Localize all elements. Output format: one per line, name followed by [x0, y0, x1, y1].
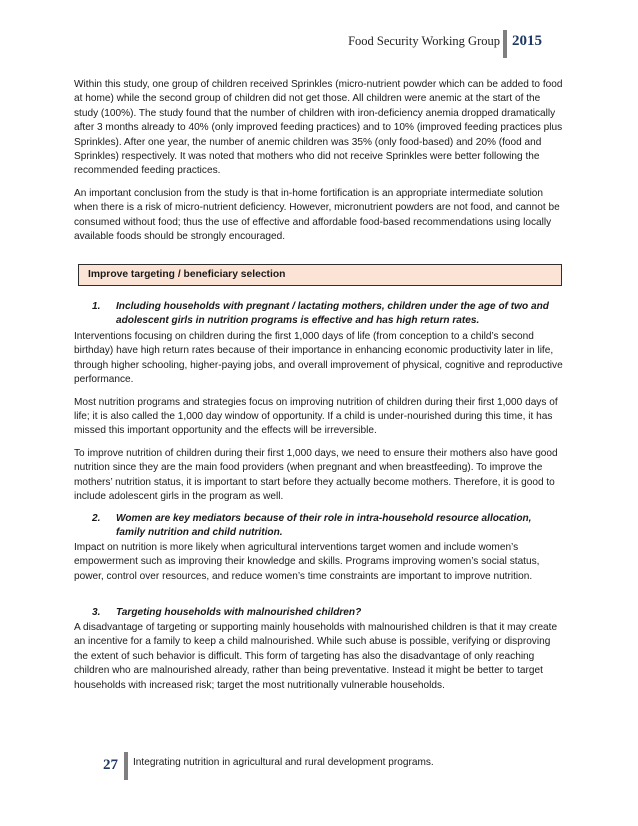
item-1-body — [74, 330, 564, 512]
item-1-heading-text: Including households with pregnant / lactating mothers, children under the age of two and adolescent girls in nutrition programs is effective and has high return rates. — [116, 301, 549, 327]
item-2-paragraph: Impact on nutrition is more likely when agricultural interventions target women and include women’s empowerment such as improving their knowledge and skills. Programs improving women’s social status, power, control over resources, and reduce women’s time constraints are important to improve nutrition. — [74, 542, 540, 582]
item-3-number: 3. — [92, 607, 101, 618]
item-1-paragraph: Interventions focusing on children during the first 1,000 days of life (from conception to a child’s second birthday) have high return rates because of their importance in enhancing economic productivity later in life, through higher schooling, higher-paying jobs, and overall improvement of physical, cognitive and reproductive performance. — [74, 331, 563, 386]
item-2-body — [74, 541, 564, 592]
header-year: 2015 — [512, 33, 542, 49]
section-heading: Improve targeting / beneficiary selection — [88, 269, 286, 280]
section-heading-box — [78, 264, 562, 286]
item-1-paragraph: To improve nutrition of children during their first 1,000 days, we need to ensure their mothers also have good nutrition since they are the main food providers (when pregnant and when breastfeeding). To improve the mothers’ nutrition status, it is important to start before they actually become mothers. Therefore, it is good to include adolescent girls in the program as well. — [74, 447, 558, 503]
item-3-heading — [92, 606, 558, 620]
item-2-heading — [92, 512, 558, 541]
item-2-number: 2. — [92, 513, 101, 524]
item-3-heading-text: Targeting households with malnourished children? — [116, 607, 362, 618]
item-1-heading — [92, 300, 558, 329]
item-3-body — [74, 621, 564, 701]
footer-divider — [124, 752, 128, 780]
intro-paragraph-1: Within this study, one group of children received Sprinkles (micro-nutrient powder which can be added to food at home) while the second group of children did not get those. All children were anemic at the start of the study (100%). The study found that the number of children with iron-deficiency anemia dropped dramatically after 3 months already to 40% (only improved feeding practices) and to 10% (improved feeding practices plus Sprinkles). After one year, the number of anemic children was 35% (only food-based) and 20% (food and Sprinkles) respectively. It was noted that mothers who did not receive Sprinkles were better following the recommended feeding practices. — [74, 79, 563, 177]
footer-page-number: 27 — [103, 757, 118, 773]
intro-paragraph-2: An important conclusion from the study is that in-home fortification is an appropriate intermediate solution when there is a risk of micro-nutrient deficiency. However, micronutrient powders are not food, and cannot be consumed without food; thus the use of effective and affordable food-based recommendations using locally available foods should be strongly encouraged. — [74, 187, 560, 243]
item-1-paragraph: Most nutrition programs and strategies focus on improving nutrition of children during their first 1,000 days of life; it is also called the 1,000 day window of opportunity. If a child is under-nourished during this time, it has missed this important opportunity and the effects will be irreversible. — [74, 396, 558, 437]
intro-section — [74, 78, 564, 252]
footer-text: Integrating nutrition in agricultural and rural development programs. — [133, 757, 434, 768]
header-divider — [503, 30, 507, 58]
item-1-number: 1. — [92, 301, 101, 312]
item-3-paragraph: A disadvantage of targeting or supporting mainly households with malnourished children is that it may create an incentive for a family to keep a child malnourished. While such abuse is possible, verifying or disproving the extent of such behavior is difficult. This form of targeting has also the disadvantage of only reaching children who are malnourished already, rather than being preventative. Instead it might be better to target households with increased risk; target the most nutritionally vulnerable households. — [74, 622, 558, 691]
item-2-heading-text: Women are key mediators because of their role in intra-household resource allocation, family nutrition and child nutrition. — [116, 513, 532, 539]
header-title: Food Security Working Group — [348, 34, 500, 48]
